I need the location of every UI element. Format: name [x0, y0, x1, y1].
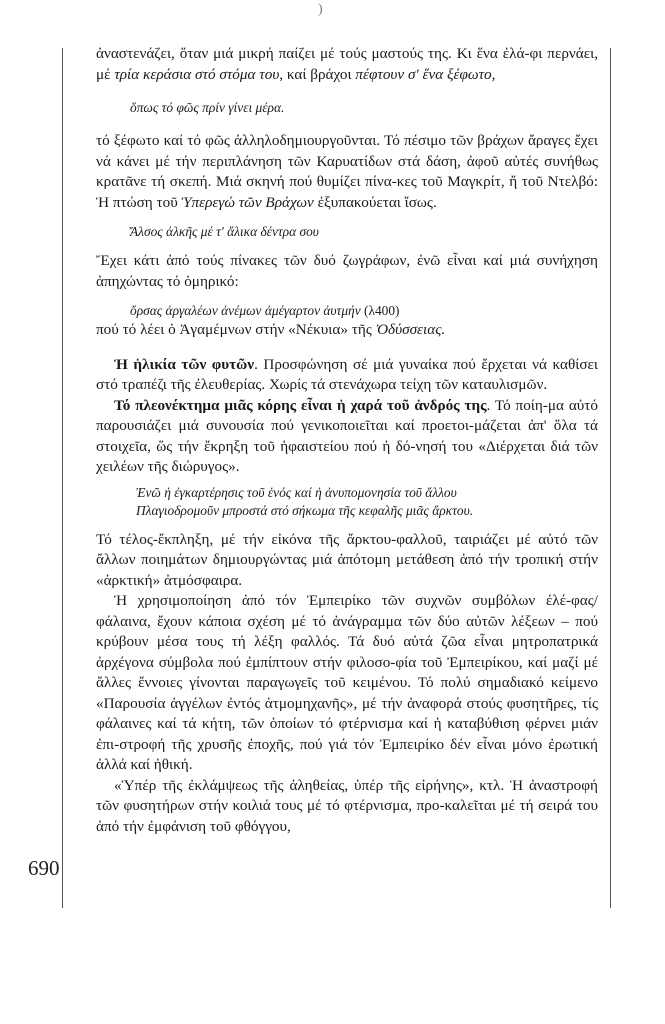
quote-3	[96, 302, 598, 320]
section-heading: Τό πλεονέκτημα μιᾶς κόρης εἶναι ἡ χαρά τοῦ ἀνδρός της	[114, 396, 487, 414]
section-heading: Ἡ ἡλικία τῶν φυτῶν	[114, 355, 255, 373]
quote-2: Ἄλσος ἀλκῆς μέ τ' ἄλικα δέντρα σου	[130, 224, 319, 239]
quote-reference: (λ400)	[360, 303, 400, 318]
right-margin-rule	[610, 48, 611, 908]
text-run: ἐξυπακούεται ἴσως.	[313, 193, 437, 211]
quote-line: Πλαγιοδρομοῦν μπροστά στό σήκωμα τῆς κεφαλῆς μιᾶς ἄρκτου.	[136, 502, 474, 518]
left-margin-rule	[62, 48, 63, 908]
text-run: . Τό ποίη-μα αὐτό παρουσιάζει μιά συνουσία πού γενικοποιεῖται καί προετοι-μάζεται ἀπ' ὅλα τά στοιχεῖα, ὥς τήν ἔκρηξη τοῦ ἡφαιστείου πού ἡ δό-νησή του «Διέρχεται διά τῶν χειλέων τῆς διώρυγος».	[96, 396, 599, 475]
quote-1: ὅπως τό φῶς πρίν γίνει μέρα.	[130, 100, 285, 115]
paragraph-4	[96, 320, 598, 341]
paragraph-2	[96, 131, 598, 213]
italic-run: τρία κεράσια στό στόμα του	[114, 65, 280, 83]
paragraph-6	[96, 396, 598, 478]
paragraph-7: Τό τέλος-ἔκπληξη, μέ τήν εἰκόνα τῆς ἄρκτου-φαλλοῦ, ταιριάζει μέ αὐτό τῶν ἄλλων ποιημάτων δημιουργώντας μιά ἀπότομη μετάθεση ἀπό τήν τροπική στήν «ἀρκτική» ἀτμόσφαιρα.	[96, 530, 598, 589]
paragraph-1	[96, 44, 598, 85]
text-run: πού τό λέει ὁ Ἀγαμέμνων στήν «Νέκυια» τῆς	[96, 321, 376, 338]
quote-4	[96, 484, 598, 520]
text-run: τό ξέφωτο καί τό φῶς ἀλληλοδημιουργοῦνται. Τό πέσιμο τῶν βράχων ἄραγες ἔχει νά κάνει μέ τήν περιπλάνηση τῶν Καρυατίδων στά δάση, ἀφοῦ αὐτές συνήθως κρατᾶνε τή σκεπή. Μιά σκηνή πού θυμίζει πίνα-κες τοῦ Μαγκρίτ, ἤ τοῦ Ντελβό: Ἡ πτώση τοῦ	[96, 132, 598, 211]
italic-run: Ὀδύσσειας.	[375, 321, 446, 338]
page-number: 690	[28, 856, 60, 880]
italic-run: πέφτουν σ' ἕνα ξέφωτο,	[355, 65, 496, 83]
paragraph-9: «Ὑπέρ τῆς ἐκλάμψεως τῆς ἀληθείας, ὑπέρ τῆς εἰρήνης», κτλ. Ἡ ἀναστροφή τῶν φυσητήρων στήν κοιλιά τους μέ τό φτέρνισμα, προ-καλεῖται μέ τή σειρά του ἀπό τήν ἐμφάνιση τοῦ φθόγγου,	[96, 776, 598, 835]
paragraph-5	[96, 355, 598, 396]
paragraph-8: Ἡ χρησιμοποίηση ἀπό τόν Ἐμπειρίκο τῶν συχνῶν συμβόλων ἐλέ-φας/φάλαινα, ἔχουν κάποια σχέση μέ τό ἀνάγραμμα τῶν δύο αὐτῶν λέξεων – πού κρύβουν μέσα τους τή λέξη φαλλός. Τά δυό αὐτά ζῶα εἶναι μητροπατρικά ἀρχέγονα σύμβολα πού ἐμπίπτουν στήν φιλοσο-φία τοῦ Ἐμπειρίκου, καί μαζί μέ ἄλλες ἔννοιες γίνονται παραγωγεῖς τοῦ κειμένου. Τό πολύ σημαδιακό κείμενο «Παρουσία ἀγγέλων ἐντός ἀτμομηχανῆς», μέ τήν ἀναφορά στούς φυσητῆρες, τίς φάλαινες καί τά κήτη, τῶν ὁποίων τό φτέρνισμα καί ἡ καταβύθιση φέρνει μιάν ἐπι-στροφή τῆς χρυσῆς ἐποχῆς, πού γιά τόν Ἐμπειρίκο δέν εἶναι μόνο ἐρωτική ἀλλά καί ἠθική.	[96, 592, 598, 773]
quote-line: Ἐνῶ ἡ ἐγκαρτέρησις τοῦ ἑνός καί ἡ ἀνυπομονησία τοῦ ἄλλου	[136, 484, 457, 500]
text-run: , καί βράχοι	[279, 65, 356, 83]
text-run: . Προσφώνηση σέ μιά γυναίκα πού ἔρχεται νά καθίσει στό τραπέζι τῆς ἐλευθερίας. Χωρίς τά στενάχωρα τείχη τῶν καταυλισμῶν.	[96, 355, 598, 393]
text-run: ἀναστενάζει, ὅταν μιά μικρή παίζει μέ τούς μαστούς της. Κι ἕνα ἐλά-φι περνάει, μέ	[96, 45, 598, 83]
body-text	[96, 44, 598, 837]
page-mark: )	[318, 2, 323, 17]
italic-run: Ὑπερεγώ τῶν Βράχων	[181, 193, 314, 211]
quote-text: ὄρσας ἀργαλέων ἀνέμων ἀμέγαρτον ἀυτμήν	[130, 303, 361, 318]
paragraph-3: Ἔχει κάτι ἀπό τούς πίνακες τῶν δυό ζωγράφων, ἐνῶ εἶναι καί μιά συνήχηση ἀπηχώντας τό ὁμηρικό:	[96, 252, 598, 290]
